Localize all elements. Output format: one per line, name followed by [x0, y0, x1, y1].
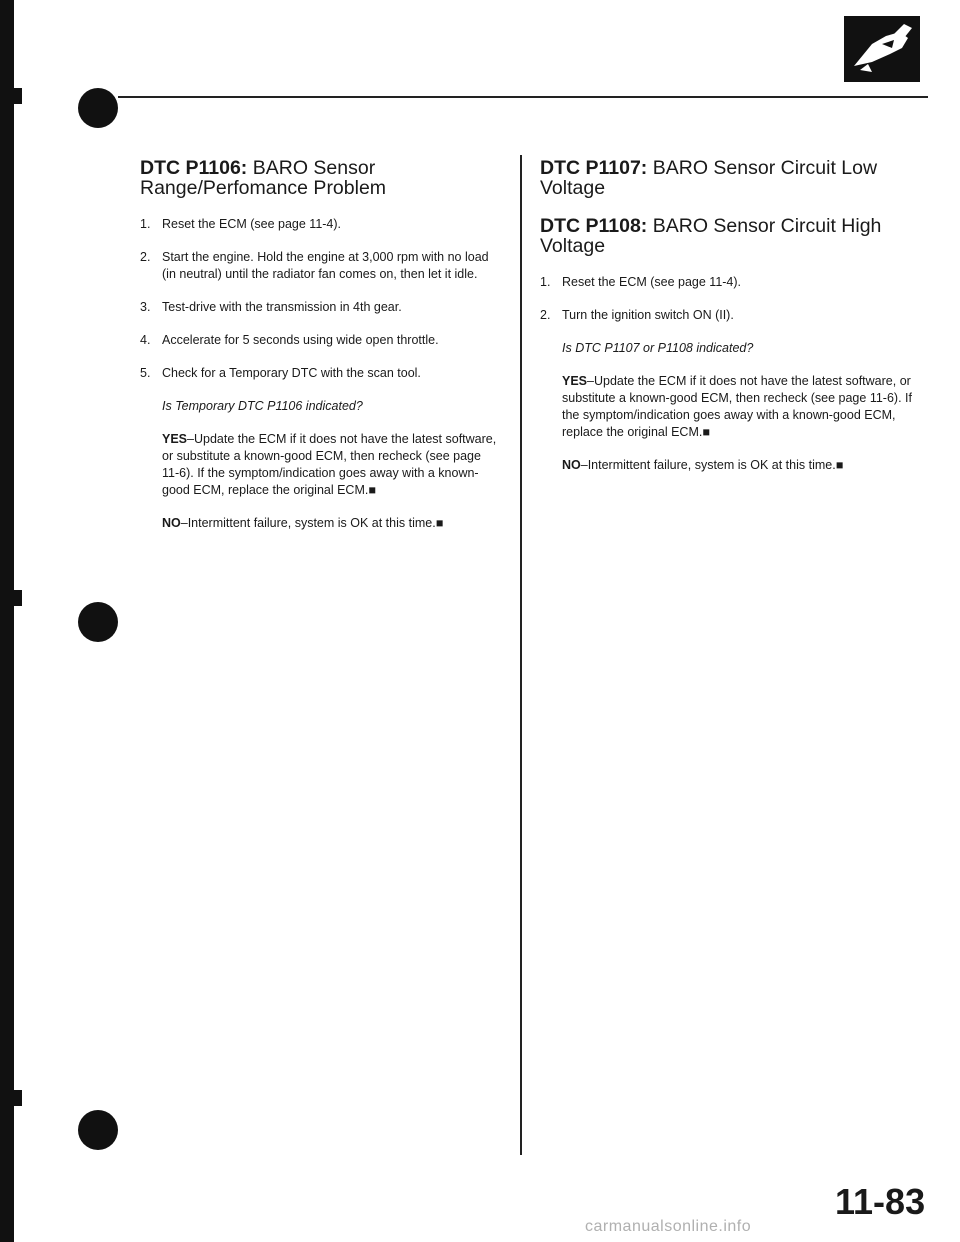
procedure-step: 3. Test-drive with the transmission in 4th gear. [140, 300, 402, 314]
diagnostic-question: Is Temporary DTC P1106 indicated? [162, 399, 363, 413]
page-binding-edge [0, 0, 14, 1242]
end-mark: ■ [368, 483, 376, 497]
no-answer: NO–Intermittent failure, system is OK at this time.■ [562, 458, 844, 472]
procedure-steps [140, 216, 500, 382]
no-answer: NO–Intermittent failure, system is OK at this time.■ [162, 516, 444, 530]
procedure-step: 5. Check for a Temporary DTC with the scan tool. [140, 366, 421, 380]
dtc-p1107-heading: DTC P1107: BARO Sensor Circuit Low Voltage [540, 157, 878, 199]
end-mark: ■ [702, 425, 710, 439]
column-divider [520, 155, 522, 1155]
punch-hole [78, 1110, 118, 1150]
page-number: 11-83 [835, 1181, 926, 1222]
procedure-step: 1. Reset the ECM (see page 11-4). [540, 275, 742, 289]
watermark: carmanualsonline.info [585, 1218, 752, 1235]
procedure-step: 2. Start the engine. Hold the engine at 3,000 rpm with no load (in neutral) until the radiator fan comes on, then let it idle. [140, 250, 489, 281]
end-mark: ■ [435, 516, 444, 530]
right-column [540, 158, 912, 490]
fuel-system-icon [842, 14, 922, 84]
yes-answer: YES–Update the ECM if it does not have the latest software, or substitute a known-good ECM, then recheck (see page 11-6). If the symptom/indication goes away with a known-good ECM, replace the original ECM.■ [162, 432, 497, 497]
end-mark: ■ [835, 458, 844, 472]
procedure-step: 1. Reset the ECM (see page 11-4). [140, 217, 342, 231]
binding-tick [14, 590, 22, 606]
procedure-step: 2. Turn the ignition switch ON (II). [540, 308, 734, 322]
procedure-steps [540, 274, 912, 324]
dtc-p1106-heading: DTC P1106: BARO Sensor Range/Perfomance Problem [140, 157, 387, 199]
punch-hole [78, 88, 118, 128]
yes-answer: YES–Update the ECM if it does not have the latest software, or substitute a known-good ECM, then recheck (see page 11-6). If the symptom/indication goes away with a known-good ECM, replace the original ECM.■ [562, 374, 912, 439]
procedure-step: 4. Accelerate for 5 seconds using wide open throttle. [140, 333, 439, 347]
diagnostic-question: Is DTC P1107 or P1108 indicated? [562, 341, 754, 355]
header-rule [118, 96, 928, 98]
dtc-p1108-heading: DTC P1108: BARO Sensor Circuit High Voltage [540, 215, 882, 257]
binding-tick [14, 1090, 22, 1106]
left-column [140, 158, 500, 548]
binding-tick [14, 88, 22, 104]
punch-hole [78, 602, 118, 642]
